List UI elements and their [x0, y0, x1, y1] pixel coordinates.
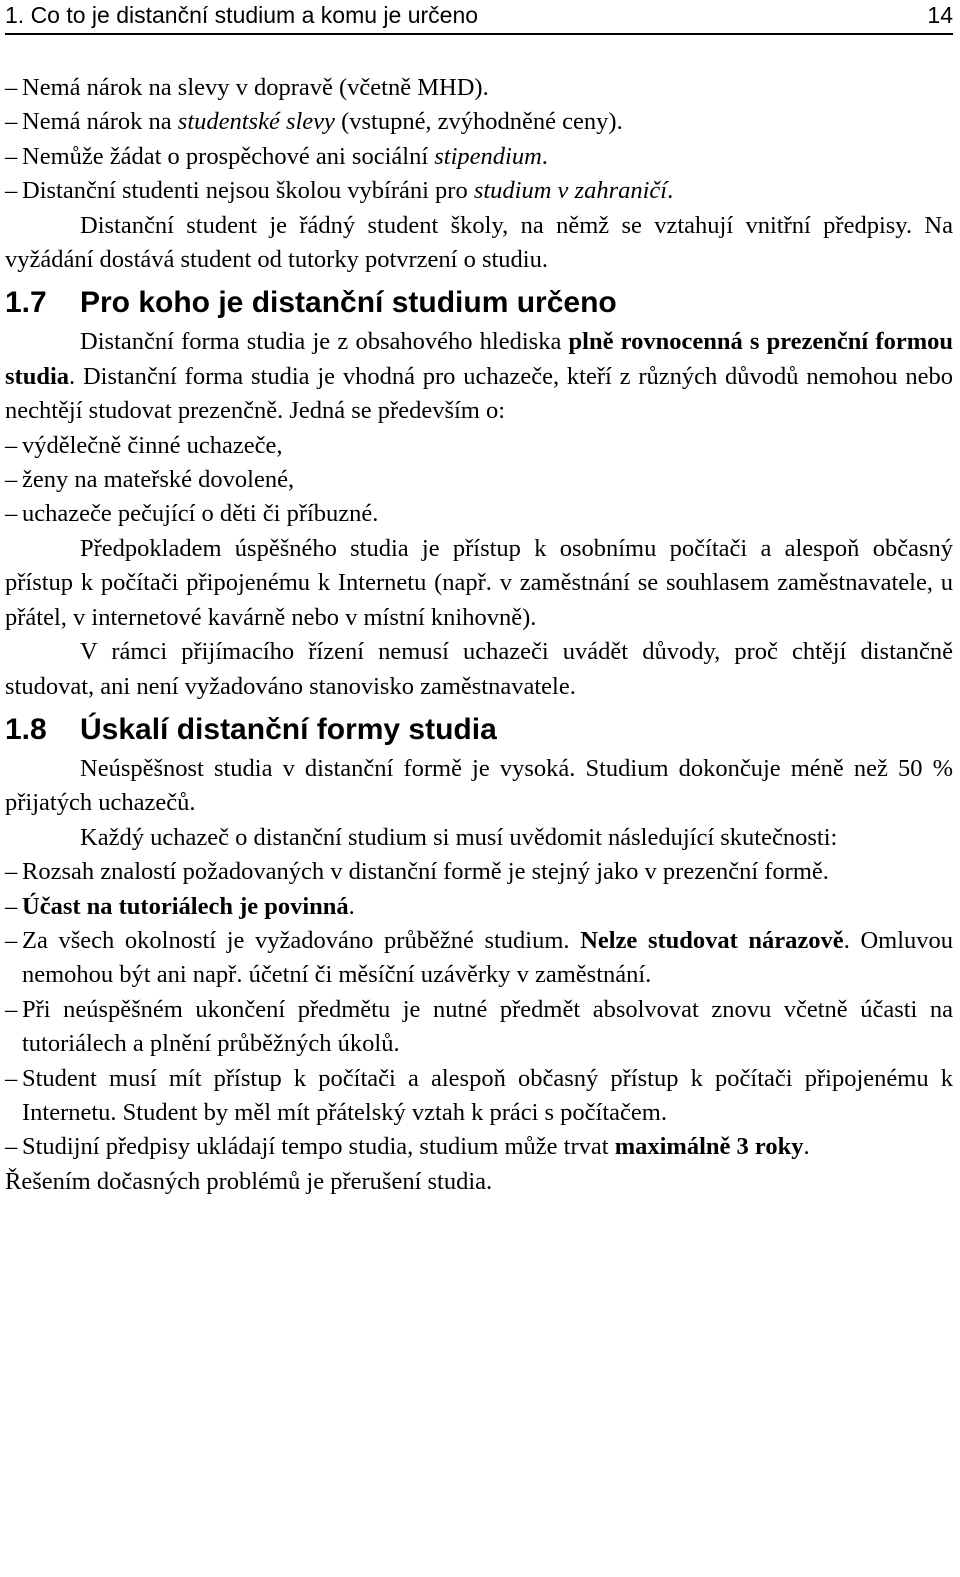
document-page — [5, 0, 953, 1199]
list-item: – Nemůže žádat o prospěchové ani sociální stipendium. — [5, 140, 953, 174]
list-item: – uchazeče pečující o děti či příbuzné. — [5, 497, 953, 531]
list-item: – Rozsah znalostí požadovaných v distanční formě je stejný jako v prezenční formě. — [5, 855, 953, 889]
paragraph: Distanční forma studia je z obsahového hlediska plně rovnocenná s prezenční formou studia. Distanční forma studia je vhodná pro uchazeče, kteří z různých důvodů nemohou nebo nechtějí studovat prezenčně. Jedná se především o: — [5, 328, 953, 425]
running-header-title: 1. Co to je distanční studium a komu je určeno — [5, 2, 479, 28]
paragraph: V rámci přijímacího řízení nemusí uchazeči uvádět důvody, proč chtějí distančně studovat, ani není vyžadováno stanovisko zaměstnavatele. — [5, 638, 953, 700]
paragraph: Každý uchazeč o distanční studium si musí uvědomit následující skutečnosti: — [80, 823, 838, 851]
intro-list — [5, 71, 953, 209]
emphasis: Účast na tutoriálech je povinná — [22, 892, 349, 920]
section-heading-1-7 — [5, 286, 953, 320]
list-item: – Za všech okolností je vyžadováno průběžné studium. Nelze studovat nárazově. Omluvou nemohou být ani např. účetní či měsíční uzávěrky v zaměstnání. — [5, 924, 953, 993]
list-item: – Distanční studenti nejsou školou vybíráni pro studium v zahraničí. — [5, 174, 953, 208]
list-item: – Student musí mít přístup k počítači a alespoň občasný přístup k počítači připojenému k Internetu. Student by měl mít přátelský vztah k práci s počítačem. — [5, 1062, 953, 1131]
section-title: Úskalí distanční formy studia — [80, 712, 497, 746]
list-item: – Při neúspěšném ukončení předmětu je nutné předmět absolvovat znovu včetně účasti na tutoriálech a plnění průběžných úkolů. — [5, 993, 953, 1062]
section-number: 1.7 — [5, 286, 47, 320]
section-title: Pro koho je distanční studium určeno — [80, 286, 617, 320]
target-groups-list — [5, 429, 953, 532]
page-number: 14 — [927, 2, 953, 28]
emphasis: maximálně 3 roky — [614, 1133, 804, 1161]
section-heading-1-8 — [5, 713, 953, 747]
header-rule — [5, 33, 953, 35]
document-body — [5, 71, 953, 1199]
emphasis: plně rovnocenná s prezenční formou studia — [5, 328, 953, 390]
list-item: – Účast na tutoriálech je povinná. — [5, 890, 953, 924]
paragraph: Předpokladem úspěšného studia je přístup k osobnímu počítači a alespoň občasný přístup k počítači připojenému k Internetu (např. v zaměstnání se souhlasem zaměstnavatele, u přátel, v internetové kavárně nebo v místní knihovně). — [5, 534, 953, 631]
section-number: 1.8 — [5, 712, 47, 746]
list-item: – Nemá nárok na studentské slevy (vstupné, zvýhodněné ceny). — [5, 105, 953, 139]
facts-list — [5, 855, 953, 1165]
list-item: – ženy na mateřské dovolené, — [5, 463, 953, 497]
intro-paragraph: Distanční student je řádný student školy, na němž se vztahují vnitřní předpisy. Na vyžádání dostává student od tutorky potvrzení o studiu. — [5, 211, 953, 274]
list-item: – Nemá nárok na slevy v dopravě (včetně MHD). — [5, 71, 953, 105]
running-header — [5, 0, 953, 30]
closing-line: Řešením dočasných problémů je přerušení studia. — [5, 1167, 493, 1195]
list-item: – Studijní předpisy ukládají tempo studia, studium může trvat maximálně 3 roky. — [5, 1130, 953, 1164]
emphasis: Nelze studovat nárazově — [580, 926, 844, 954]
list-item: – výdělečně činné uchazeče, — [5, 429, 953, 463]
paragraph: Neúspěšnost studia v distanční formě je vysoká. Studium dokončuje méně než 50 % přijatých uchazečů. — [5, 754, 953, 817]
